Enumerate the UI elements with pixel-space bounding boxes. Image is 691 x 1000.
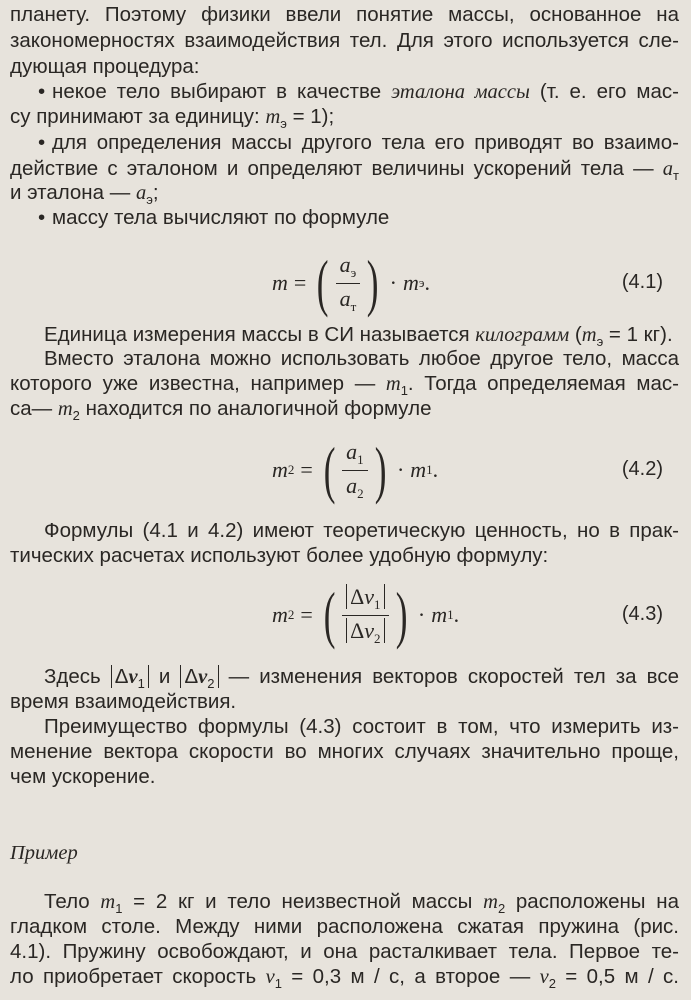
- formula-4-2: m 2 = ( $\frac{a_1}{a_2}$ ) · m 1 . (4.2): [272, 434, 663, 505]
- text-line: ло приобретает скорость $v_1 = 0,3$ м / с, а второе — $v_2 = 0,5$ м / с.: [10, 965, 679, 991]
- text-line: закономерностях взаимодействия тел. Для этого используется сле-: [10, 29, 679, 52]
- text-line: чем ускорение.: [10, 765, 156, 788]
- text-line: са— $m_2$ находится по аналогичной формуле: [10, 397, 432, 423]
- emphasis-term: эталона массы: [391, 81, 530, 103]
- text-line: су принимают за единицу: $m_э = 1$);: [10, 105, 335, 131]
- bullet-icon: •: [38, 206, 46, 229]
- text-line: 4.1). Пружину освобождают, и она расталкивает тела. Первое те-: [10, 940, 679, 963]
- formula-4-3: m 2 = ( $\frac{\Delta v_1}{\Delta v_2}$ ) · m 1 . (4.3): [272, 579, 663, 650]
- text-line: действие с эталоном и определяют величины ускорений тела — $a_т$: [10, 157, 679, 183]
- bullet-icon: •: [38, 131, 46, 154]
- bullet-item: • некое тело выбирают в качестве эталона массы (т. е. его мас-: [38, 80, 679, 103]
- bullet-icon: •: [38, 80, 46, 103]
- equation-number: (4.1): [621, 271, 663, 293]
- text-line: и эталона — $a_э$;: [10, 181, 159, 207]
- text-line: которого уже известна, например — $m_1$. Тогда определяемая мас-: [10, 372, 679, 398]
- text-line: планету. Поэтому физики ввели понятие массы, основанное на: [10, 3, 679, 26]
- text-line: Единица измерения массы в СИ называется килограмм ($m_э = 1$ кг).: [44, 323, 673, 349]
- text-line: гладком столе. Между ними расположена сжатая пружина (рис.: [10, 915, 679, 938]
- text-line: менение вектора скорости во многих случаях значительно проще,: [10, 740, 679, 763]
- text-line: Формулы (4.1 и 4.2) имеют теоретическую ценность, но в прак-: [44, 519, 679, 542]
- equation-number: (4.2): [621, 458, 663, 480]
- text-line: тических расчетах используют более удобную формулу:: [10, 544, 549, 567]
- formula-4-1: m = ( $\frac{a_э}{a_т}$ ) · m э . (4.1): [272, 247, 663, 318]
- equation-number: (4.3): [621, 603, 663, 625]
- text-line: время взаимодействия.: [10, 690, 237, 713]
- text-line: Вместо эталона можно использовать любое другое тело, масса: [44, 347, 679, 370]
- bullet-item: • для определения массы другого тела его приводят во взаимо-: [38, 131, 679, 154]
- emphasis-term: килограмм: [475, 324, 570, 346]
- text-line: дующая процедура:: [10, 55, 200, 78]
- bullet-item: • массу тела вычисляют по формуле: [38, 206, 390, 229]
- text-line: Здесь $\Delta v_1$ и $\Delta v_2$ — изменения векторов скоростей тел за все: [44, 665, 679, 691]
- text-line: Преимущество формулы (4.3) состоит в том, что измерить из-: [44, 715, 679, 738]
- example-heading: Пример: [10, 842, 78, 864]
- text-line: Тело $m_1 = 2$ кг и тело неизвестной массы $m_2$ расположены на: [44, 890, 679, 916]
